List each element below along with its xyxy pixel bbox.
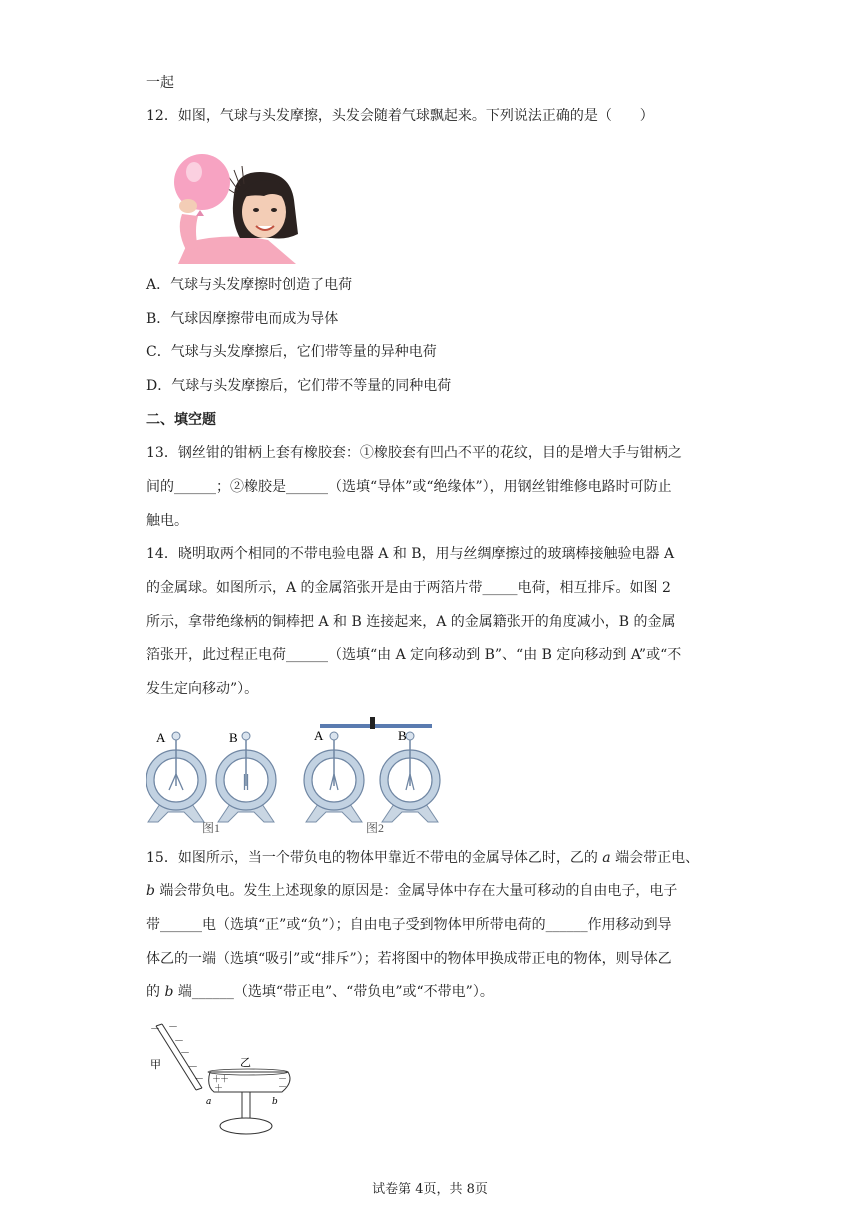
q15-var-a: a — [602, 850, 611, 866]
q15-line-1 — [146, 848, 699, 868]
induction-figure — [144, 1016, 304, 1140]
caption-fig1: 图1 — [202, 821, 221, 835]
q15-line-5-text-a: 的 — [146, 984, 165, 1000]
q11-tail: 一起 — [146, 75, 174, 91]
label-jia: 甲 — [150, 1058, 161, 1071]
caption-fig2: 图2 — [366, 821, 385, 835]
label-a-fig1: A — [156, 730, 166, 745]
electroscope-a-fig2 — [304, 732, 364, 822]
minus-sign: － — [278, 1083, 288, 1093]
minus-sign: － — [150, 1024, 160, 1035]
section-title-fill-blank: 二、填空题 — [146, 412, 216, 428]
q15-line-5 — [146, 982, 494, 1002]
label-end-a: a — [206, 1097, 212, 1107]
page-footer: 试卷第 4页，共 8页 — [372, 1182, 488, 1197]
label-yi: 乙 — [240, 1056, 251, 1069]
q14-line-3: 所示，拿带绝缘柄的铜棒把 A 和 B 连接起来，A 的金属籍张开的角度减小，B 的金属 — [146, 614, 676, 630]
plus-sign: ＋ — [214, 1084, 224, 1094]
q15-line-5-text-b: 端______（选填“带正电”、“带负电”或“不带电”）。 — [173, 984, 494, 1000]
electroscope-b-fig2 — [380, 732, 440, 822]
plus-sign: ＋ — [212, 1075, 222, 1085]
q15-line-3: 带______电（选填“正”或“负”）；自由电子受到物体甲所带电荷的______作用移动到导 — [146, 917, 672, 933]
label-b-fig2: B — [398, 728, 407, 743]
minus-sign: － — [174, 1036, 184, 1047]
q14-line-5: 发生定向移动”）。 — [146, 681, 259, 697]
q15-var-b: b — [146, 883, 155, 899]
plus-sign: ＋ — [220, 1075, 230, 1085]
label-b-fig1: B — [229, 730, 238, 745]
q14-line-4: 箔张开，此过程正电荷______（选填“由 A 定向移动到 B”、“由 B 定向移动到 A”或“不 — [146, 647, 682, 663]
minus-sign: － — [180, 1048, 190, 1059]
electroscope-figure — [146, 714, 446, 838]
electroscope-b-fig1 — [216, 732, 276, 822]
q13-line-1: 13．钢丝钳的钳柄上套有橡胶套：①橡胶套有凹凸不平的花纹，目的是增大手与钳柄之 — [146, 445, 682, 461]
q14-line-1: 14．晓明取两个相同的不带电验电器 A 和 B，用与丝绸摩擦过的玻璃棒接触验电器 A — [146, 546, 675, 562]
q15-line-1-text-b: 端会带正电、 — [610, 850, 700, 866]
q15-line-4: 体乙的一端（选填“吸引”或“排斥”）；若将图中的物体甲换成带正电的物体，则导体乙 — [146, 951, 672, 967]
insulated-handle — [370, 717, 375, 729]
q15-line-2-text: 端会带负电。发生上述现象的原因是：金属导体中存在大量可移动的自由电子，电子 — [154, 883, 678, 899]
q13-line-3: 触电。 — [146, 513, 188, 529]
balloon-girl-photo — [168, 150, 304, 264]
label-a-fig2: A — [314, 728, 324, 743]
electroscope-a-fig1 — [146, 732, 206, 822]
q12-option-c: C．气球与头发摩擦后，它们带等量的异种电荷 — [146, 344, 437, 360]
q13-line-2: 间的______；②橡胶是______（选填“导体”或“绝缘体”），用钢丝钳维修电路时可防止 — [146, 479, 672, 495]
q15-var-b-2: b — [164, 984, 174, 1000]
label-end-b: b — [272, 1097, 278, 1107]
minus-sign: － — [194, 1074, 204, 1085]
q12-option-b: B．气球因摩擦带电而成为导体 — [146, 311, 339, 327]
q15-line-2 — [146, 881, 677, 901]
minus-sign: － — [188, 1062, 198, 1073]
q12-option-a: A．气球与头发摩擦时创造了电荷 — [146, 277, 353, 293]
q12-stem: 12．如图，气球与头发摩擦，头发会随着气球飘起来。下列说法正确的是（ ） — [146, 108, 654, 124]
minus-sign: － — [278, 1075, 288, 1085]
minus-sign: － — [168, 1022, 178, 1033]
q14-line-2: 的金属球。如图所示，A 的金属箔张开是由于两箔片带_____电荷，相互排斥。如图 2 — [146, 580, 671, 596]
q15-line-1-text-a: 15．如图所示，当一个带负电的物体甲靠近不带电的金属导体乙时，乙的 — [146, 850, 603, 866]
q12-option-d: D．气球与头发摩擦后，它们带不等量的同种电荷 — [146, 378, 452, 394]
